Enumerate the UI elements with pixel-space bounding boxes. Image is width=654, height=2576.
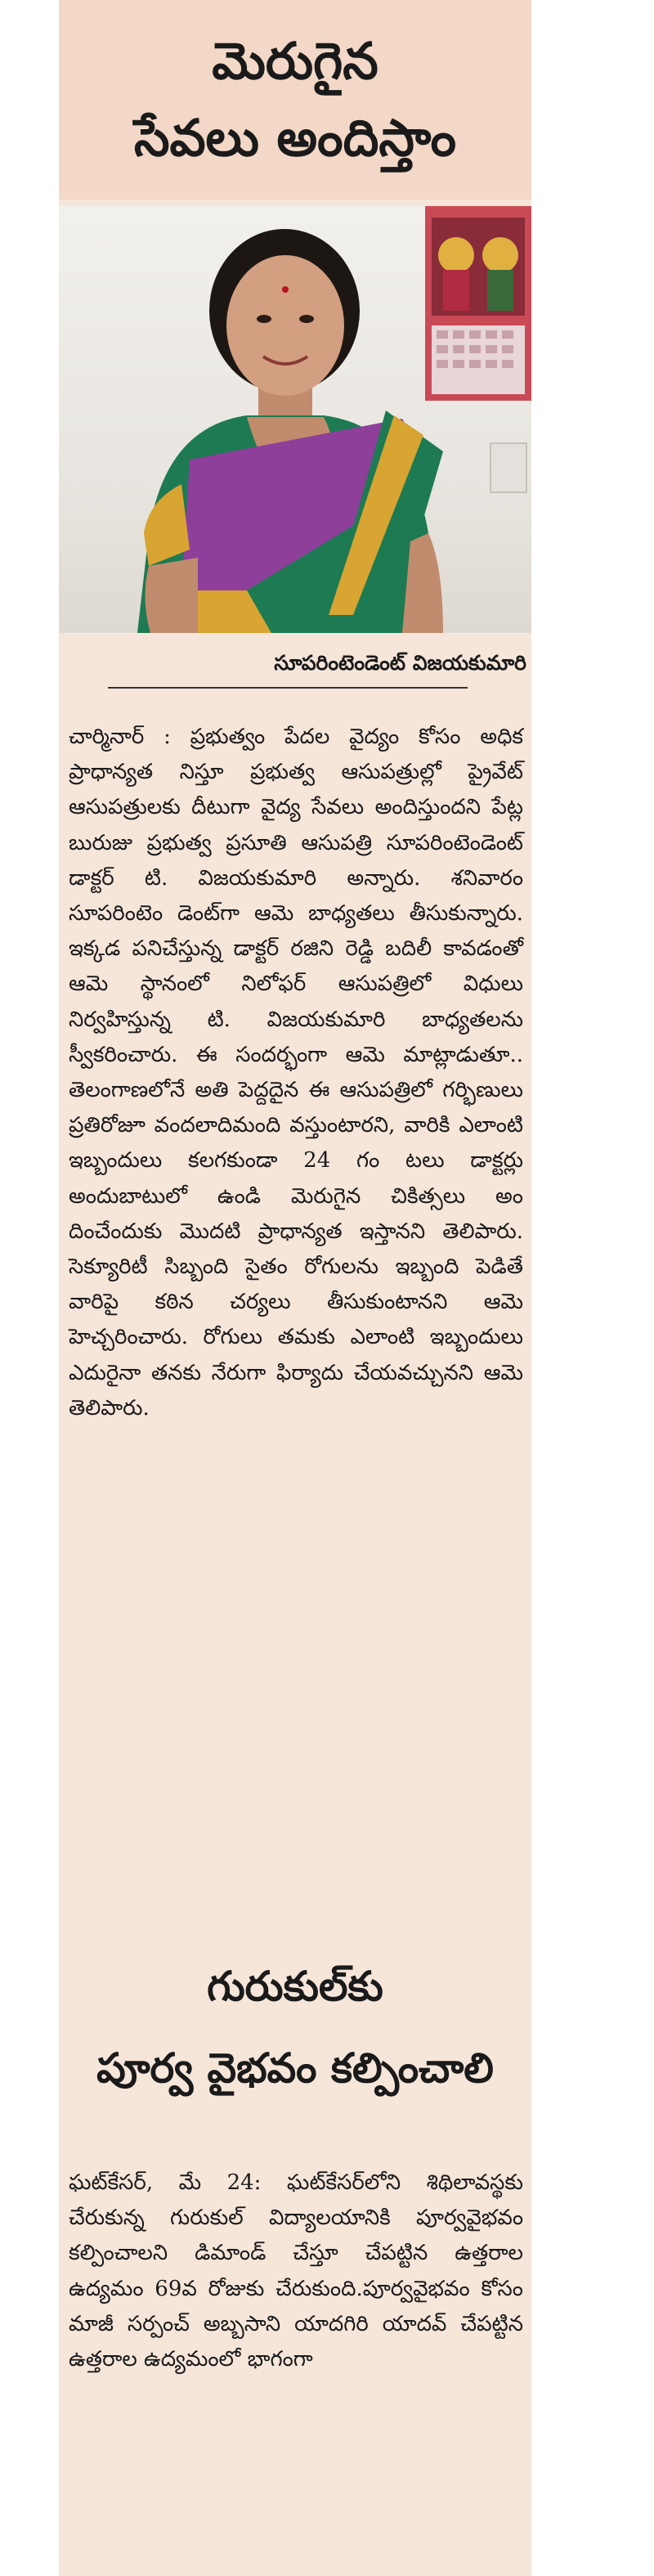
article-2-paragraph: ఘట్‌కేసర్, మే 24: ఘట్‌కేసర్‌లోని శిథిలావస్థకు చేరుకున్న గురుకుల్ విద్యాలయానికి పూర్వవైభవం కల్పించాలని డిమాండ్ చేస్తూ చేపట్టిన ఉత్తరాల ఉద్యమం 69వ రోజుకు చేరుకుంది.పూర్వవైభవం కోసం మాజీ సర్పంచ్ అబ్బసాని యాదగిరి యాదవ్ చేపట్టిన ఉత్తరాల ఉద్యమంలో భాగంగా [69,2170,523,2372]
photo-caption: సూపరింటెండెంట్ విజయకుమారి [274,651,526,675]
article-body [69,720,523,1426]
superintendent-photo [59,206,531,633]
caption-divider [108,687,468,689]
calendar-image [425,206,531,401]
headline-line-2: సేవలు అందిస్తాం [133,108,457,168]
subheadline-line-1: గురుకుల్‌కు [207,1963,383,2010]
subheadline-line-2: పూర్వ వైభవం కల్పించాలి [96,2044,494,2092]
portrait-illustration [59,206,531,633]
article-2-body [69,2165,523,2377]
article-paragraph: చార్మినార్ : ప్రభుత్వం పేదల వైద్యం కోసం అధిక ప్రాధాన్యత నిస్తూ ప్రభుత్వ ఆసుపత్రుల్లో ప్రైవేట్ ఆసుపత్రులకు దీటుగా వైద్య సేవలు అందిస్తుందని పేట్ల బురుజు ప్రభుత్వ ప్రసూతి ఆసుపత్రి సూపరింటెండెంట్ డాక్టర్ టి. విజయకుమారి అన్నారు. శనివారం సూపరింటెం డెంట్‌గా ఆమె బాధ్యతలు తీసుకున్నారు. ఇక్కడ పనిచేస్తున్న డాక్టర్ రజిని రెడ్డి బదిలీ కావడంతో ఆమె స్థానంలో నిలోఫర్ ఆసుపత్రిలో విధులు నిర్వహిస్తున్న టి. విజయకుమారి బాధ్యతలను స్వీకరించారు. ఈ సందర్భంగా ఆమె మాట్లాడుతూ.. తెలంగాణలోనే అతి పెద్దదైన ఈ ఆసుపత్రిలో గర్భిణులు ప్రతిరోజూ వందలాదిమంది వస్తుంటారని, వారికి ఎలాంటి ఇబ్బందులు కలగకుండా 24 గం టలు డాక్టర్లు అందుబాటులో ఉండి మెరుగైన చికిత్సలు అం దించేందుకు మొదటి ప్రాధాన్యత ఇస్తానని తెలిపారు. సెక్యూరిటీ సిబ్బంది సైతం రోగులను ఇబ్బంది పెడితే వారిపై కఠిన చర్యలు తీసుకుంటానని ఆమె హెచ్చరించారు. రోగులు తమకు ఎలాంటి ఇబ్బందులు ఎదురైనా తనకు నేరుగా ఫిర్యాదు చేయవచ్చునని ఆమె తెలిపారు. [69,725,523,1420]
headline-line-1: మెరుగైన [212,31,379,91]
news-clipping [59,0,531,2576]
headline-box [59,0,531,200]
